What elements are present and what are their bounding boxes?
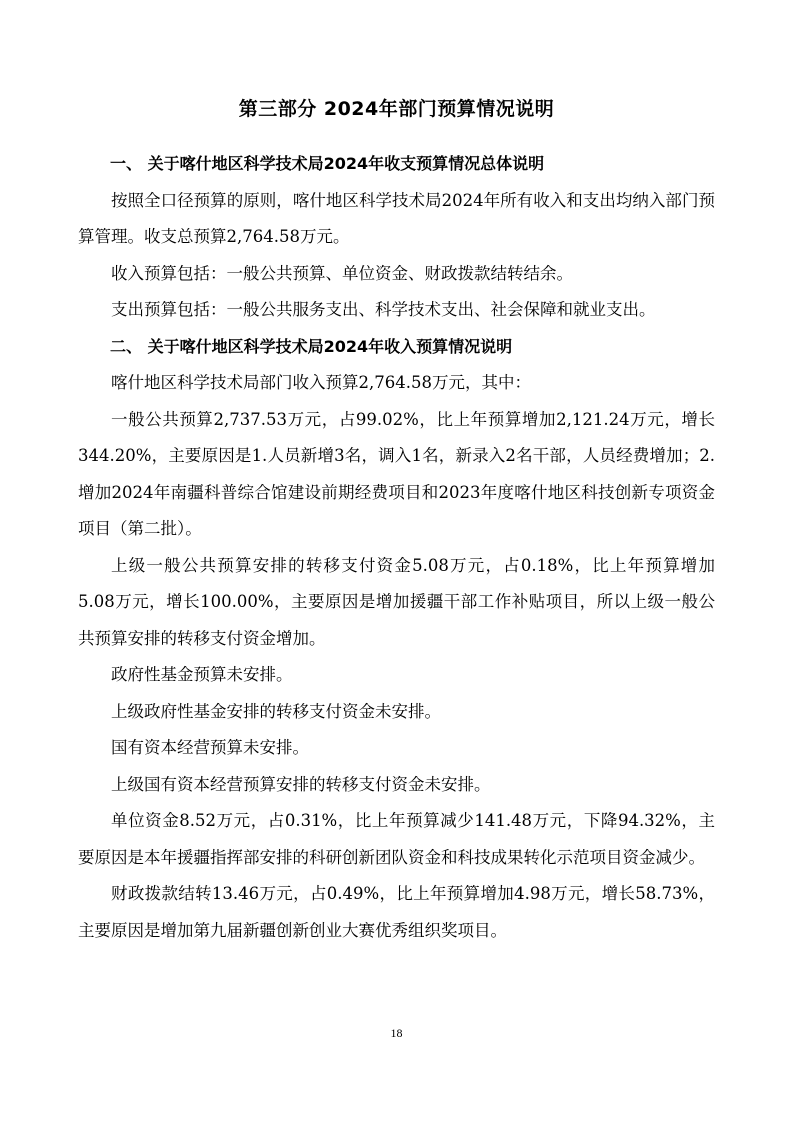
paragraph: 财政拨款结转13.46万元，占0.49%，比上年预算增加4.98万元，增长58.73%，主要原因是增加第九届新疆创新创业大赛优秀组织奖项目。 xyxy=(78,884,715,940)
paragraph: 单位资金8.52万元，占0.31%，比上年预算减少141.48万元，下降94.32%，主要原因是本年援疆指挥部安排的科研创新团队资金和科技成果转化示范项目资金减少。 xyxy=(78,811,715,867)
paragraph: 支出预算包括：一般公共服务支出、科学技术支出、社会保障和就业支出。 xyxy=(111,300,656,319)
paragraph: 上级一般公共预算安排的转移支付资金5.08万元，占0.18%，比上年预算增加5.08万元，增长100.00%，主要原因是增加援疆干部工作补贴项目，所以上级一般公共预算安排的转移支付资金增加。 xyxy=(78,555,715,648)
page-number: 18 xyxy=(390,1026,403,1040)
document-body xyxy=(78,146,715,949)
section-heading-1: 一、 关于喀什地区科学技术局2024年收支预算情况总体说明 xyxy=(110,154,545,173)
paragraph: 喀什地区科学技术局部门收入预算2,764.58万元，其中： xyxy=(111,373,531,392)
page-title: 第三部分 2024年部门预算情况说明 xyxy=(238,98,555,120)
paragraph: 按照全口径预算的原则，喀什地区科学技术局2024年所有收入和支出均纳入部门预算管理。收支总预算2,764.58万元。 xyxy=(78,190,715,246)
paragraph: 收入预算包括：一般公共预算、单位资金、财政拨款结转结余。 xyxy=(111,263,573,283)
section-heading-2: 二、 关于喀什地区科学技术局2024年收入预算情况说明 xyxy=(110,336,513,356)
paragraph: 上级国有资本经营预算安排的转移支付资金未安排。 xyxy=(111,774,491,794)
paragraph: 上级政府性基金安排的转移支付资金未安排。 xyxy=(111,701,441,721)
paragraph: 国有资本经营预算未安排。 xyxy=(111,738,309,757)
paragraph: 一般公共预算2,737.53万元，占99.02%，比上年预算增加2,121.24万元，增长344.20%，主要原因是1.人员新增3名，调入1名，新录入2名干部，人员经费增加；2.增加2024年南疆科普综合馆建设前期经费项目和2023年度喀什地区科技创新专项资金项目（第二批）。 xyxy=(78,409,715,538)
paragraph: 政府性基金预算未安排。 xyxy=(111,665,293,684)
